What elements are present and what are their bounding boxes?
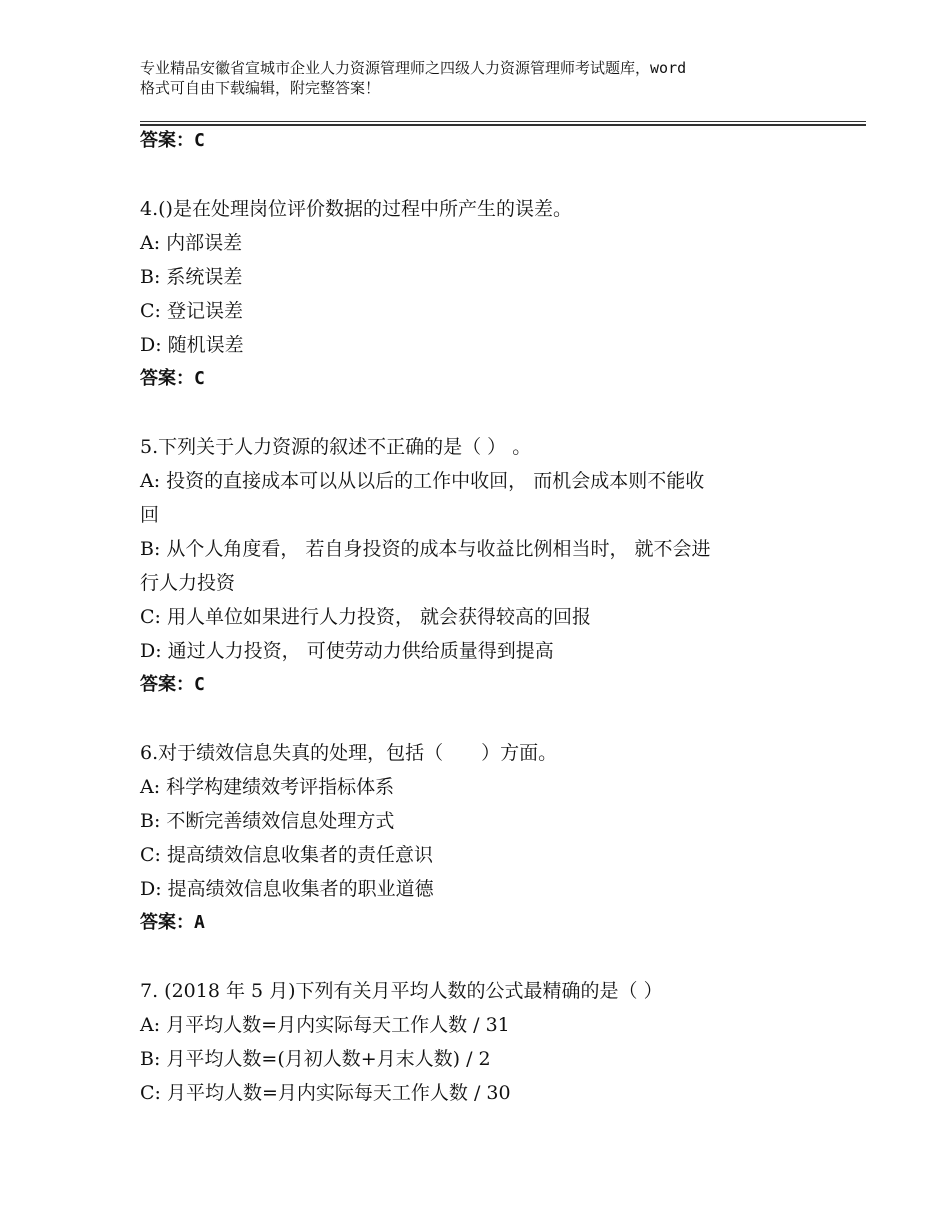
option-line: 行人力投资 [140,572,236,594]
question-text: 6.对于绩效信息失真的处理，包括（ ）方面。 [140,742,558,764]
option-line: A: 月平均人数=月内实际每天工作人数 / 31 [140,1014,510,1036]
question-text: 4.()是在处理岗位评价数据的过程中所产生的误差。 [140,198,572,220]
option-line: B: 不断完善绩效信息处理方式 [140,810,395,832]
option-line: D: 提高绩效信息收集者的职业道德 [140,878,434,900]
question-block [140,124,840,158]
option-line: D: 随机误差 [140,334,244,356]
option-line: C: 登记误差 [140,300,243,322]
option-line: B: 系统误差 [140,266,243,288]
answer-line: 答案：C [140,674,205,695]
option-line: C: 月平均人数=月内实际每天工作人数 / 30 [140,1082,511,1104]
header-rule-thin [140,121,866,122]
spacer [140,396,840,430]
question-block [140,736,840,940]
question-block [140,974,840,1110]
option-line: B: 从个人角度看， 若自身投资的成本与收益比例相当时， 就不会进 [140,538,711,560]
answer-line: 答案：A [140,912,205,933]
page-header [140,58,830,98]
option-line: C: 提高绩效信息收集者的责任意识 [140,844,433,866]
spacer [140,702,840,736]
option-line: B: 月平均人数=(月初人数+月末人数) / 2 [140,1048,491,1070]
answer-line: 答案：C [140,130,205,151]
question-block [140,192,840,396]
option-line: D: 通过人力投资， 可使劳动力供给质量得到提高 [140,640,554,662]
option-line: A: 科学构建绩效考评指标体系 [140,776,395,798]
option-line: A: 内部误差 [140,232,243,254]
answer-line: 答案：C [140,368,205,389]
question-text: 5.下列关于人力资源的叙述不正确的是（ ） 。 [140,436,532,458]
option-line: A: 投资的直接成本可以从以后的工作中收回， 而机会成本则不能收 [140,470,705,492]
spacer [140,158,840,192]
question-text: 7. (2018 年 5 月)下列有关月平均人数的公式最精确的是（ ） [140,980,663,1002]
option-line: C: 用人单位如果进行人力投资， 就会获得较高的回报 [140,606,592,628]
header-line-2: 格式可自由下载编辑，附完整答案！ [140,79,381,97]
spacer [140,940,840,974]
option-line: 回 [140,504,160,526]
question-list [140,124,840,1110]
question-block [140,430,840,702]
header-line-1: 专业精品安徽省宣城市企业人力资源管理师之四级人力资源管理师考试题库，word [140,59,687,77]
